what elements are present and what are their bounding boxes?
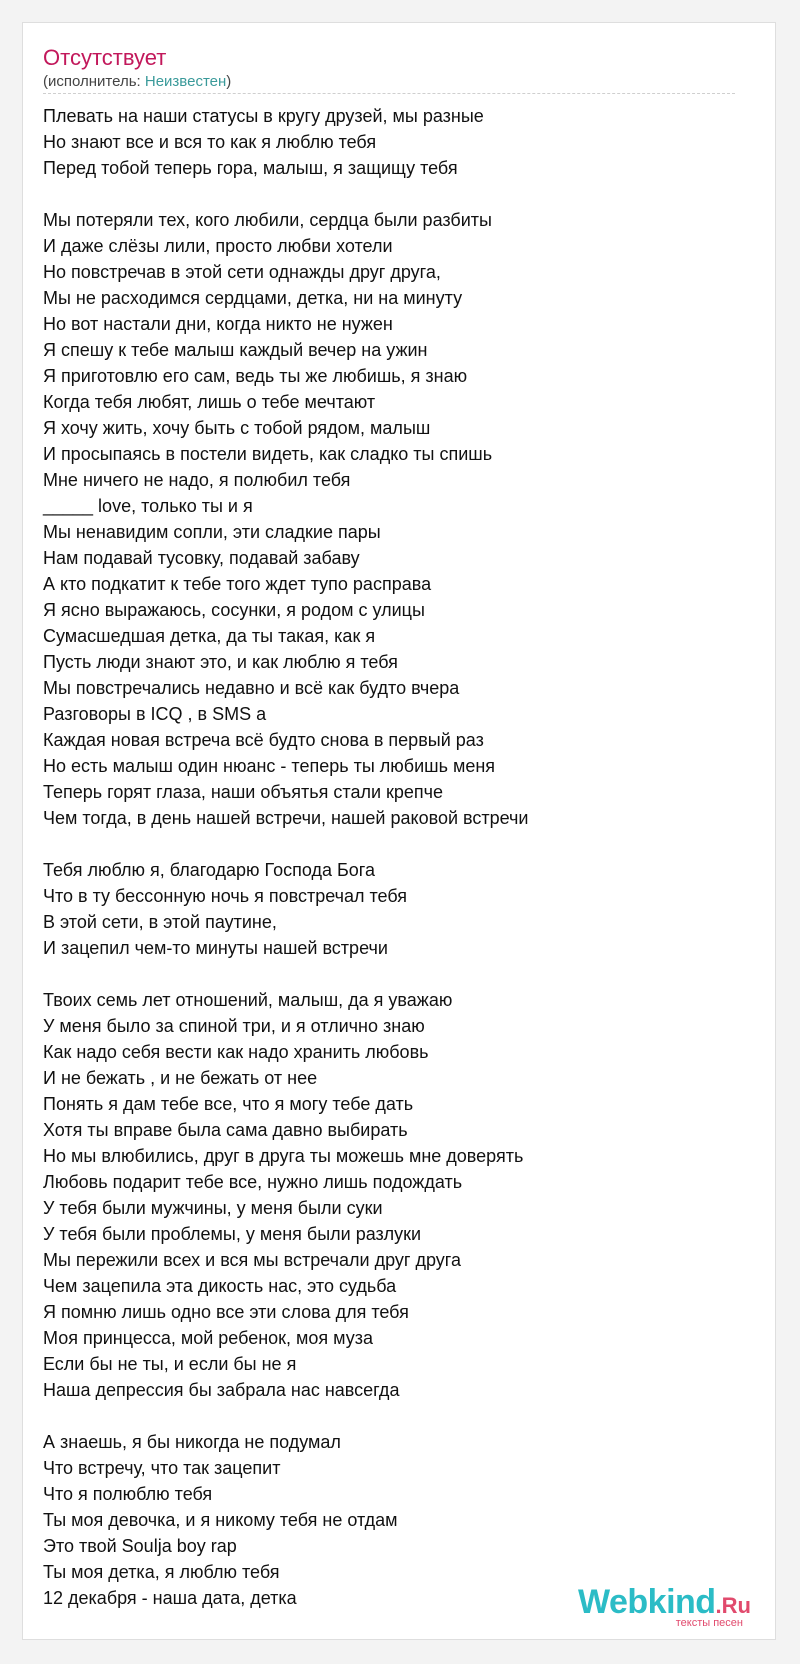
lyrics-stanza bbox=[43, 987, 743, 1403]
lyrics-line: И зацепил чем-то минуты нашей встречи bbox=[43, 938, 388, 958]
lyrics-line: Но есть малыш один нюанс - теперь ты любишь меня bbox=[43, 756, 496, 776]
lyrics-line: В этой сети, в этой паутине, bbox=[43, 912, 277, 932]
lyrics-stanza bbox=[43, 103, 743, 181]
lyrics-line: Наша депрессия бы забрала нас навсегда bbox=[43, 1380, 400, 1400]
lyrics-line: Тебя люблю я, благодарю Господа Бога bbox=[43, 860, 375, 880]
lyrics-line: Сумасшедшая детка, да ты такая, как я bbox=[43, 626, 376, 646]
lyrics-line: Я помню лишь одно все эти слова для тебя bbox=[43, 1302, 409, 1322]
lyrics-stanza bbox=[43, 207, 743, 831]
lyrics-line: Мы не расходимся сердцами, детка, ни на минуту bbox=[43, 288, 463, 308]
lyrics-line: Мы повстречались недавно и всё как будто вчера bbox=[43, 678, 460, 698]
lyrics-stanza bbox=[43, 857, 743, 961]
lyrics-line: Любовь подарит тебе все, нужно лишь подождать bbox=[43, 1172, 463, 1192]
lyrics-line: Как надо себя вести как надо хранить любовь bbox=[43, 1042, 429, 1062]
lyrics-line: 12 декабря - наша дата, детка bbox=[43, 1588, 297, 1608]
lyrics-line: У меня было за спиной три, и я отлично знаю bbox=[43, 1016, 425, 1036]
lyrics-line: Чем тогда, в день нашей встречи, нашей раковой встречи bbox=[43, 808, 529, 828]
logo-subtitle: тексты песен bbox=[675, 1617, 743, 1629]
lyrics-line: Это твой Soulja boy rap bbox=[43, 1536, 237, 1556]
lyrics-line: Плевать на наши статусы в кругу друзей, мы разные bbox=[43, 106, 484, 126]
artist-line bbox=[43, 73, 231, 90]
lyrics-line: А знаешь, я бы никогда не подумал bbox=[43, 1432, 341, 1452]
lyrics-line: Нам подавай тусовку, подавай забаву bbox=[43, 548, 360, 568]
lyrics-line: Пусть люди знают это, и как люблю я тебя bbox=[43, 652, 398, 672]
lyrics-line: Хотя ты вправе была сама давно выбирать bbox=[43, 1120, 408, 1140]
lyrics-card bbox=[22, 22, 776, 1640]
site-logo[interactable] bbox=[578, 1585, 751, 1629]
lyrics-line: Ты моя девочка, и я никому тебя не отдам bbox=[43, 1510, 398, 1530]
logo-tld-text: .Ru bbox=[715, 1593, 751, 1618]
lyrics-line: Мне ничего не надо, я полюбил тебя bbox=[43, 470, 351, 490]
lyrics-line: У тебя были проблемы, у меня были разлуки bbox=[43, 1224, 422, 1244]
lyrics-line: Ты моя детка, я люблю тебя bbox=[43, 1562, 280, 1582]
lyrics-line: Но повстречав в этой сети однажды друг друга, bbox=[43, 262, 441, 282]
lyrics-line: Я приготовлю его сам, ведь ты же любишь, я знаю bbox=[43, 366, 468, 386]
lyrics-line: Твоих семь лет отношений, малыш, да я уважаю bbox=[43, 990, 453, 1010]
lyrics-line: Но вот настали дни, когда никто не нужен bbox=[43, 314, 393, 334]
lyrics-line: Чем зацепила эта дикость нас, это судьба bbox=[43, 1276, 397, 1296]
artist-suffix: ) bbox=[226, 73, 232, 90]
lyrics-line: Но мы влюбились, друг в друга ты можешь мне доверять bbox=[43, 1146, 524, 1166]
lyrics-line: Мы пережили всех и вся мы встречали друг друга bbox=[43, 1250, 461, 1270]
lyrics-line: Понять я дам тебе все, что я могу тебе дать bbox=[43, 1094, 414, 1114]
lyrics-line: И даже слёзы лили, просто любви хотели bbox=[43, 236, 393, 256]
lyrics-line: Каждая новая встреча всё будто снова в первый раз bbox=[43, 730, 484, 750]
lyrics-line: Что я полюблю тебя bbox=[43, 1484, 213, 1504]
logo-wordmark bbox=[578, 1585, 751, 1619]
lyrics-line: Что в ту бессонную ночь я повстречал тебя bbox=[43, 886, 408, 906]
lyrics-line: Я ясно выражаюсь, сосунки, я родом с улицы bbox=[43, 600, 425, 620]
lyrics-line: Моя принцесса, мой ребенок, моя муза bbox=[43, 1328, 374, 1348]
lyrics-line: Мы ненавидим сопли, эти сладкие пары bbox=[43, 522, 381, 542]
artist-prefix: (исполнитель: bbox=[43, 73, 145, 90]
lyrics-line: Я хочу жить, хочу быть с тобой рядом, малыш bbox=[43, 418, 431, 438]
lyrics-line: _____ love, только ты и я bbox=[43, 496, 253, 516]
lyrics-line: А кто подкатит к тебе того ждет тупо расправа bbox=[43, 574, 432, 594]
lyrics-line: Я спешу к тебе малыш каждый вечер на ужин bbox=[43, 340, 428, 360]
lyrics-line: Но знают все и вся то как я люблю тебя bbox=[43, 132, 377, 152]
lyrics-text bbox=[43, 103, 743, 1637]
title-divider bbox=[43, 93, 735, 94]
lyrics-line: Разговоры в ICQ , в SMS а bbox=[43, 704, 267, 724]
lyrics-line: Если бы не ты, и если бы не я bbox=[43, 1354, 297, 1374]
lyrics-line: Перед тобой теперь гора, малыш, я защищу тебя bbox=[43, 158, 458, 178]
lyrics-line: Что встречу, что так зацепит bbox=[43, 1458, 281, 1478]
artist-link[interactable]: Неизвестен bbox=[144, 73, 227, 90]
lyrics-line: Теперь горят глаза, наши объятья стали крепче bbox=[43, 782, 444, 802]
lyrics-line: И не бежать , и не бежать от нее bbox=[43, 1068, 318, 1088]
lyrics-line: Мы потеряли тех, кого любили, сердца были разбиты bbox=[43, 210, 492, 230]
song-title: Отсутствует bbox=[43, 45, 167, 70]
lyrics-line: И просыпаясь в постели видеть, как сладко ты спишь bbox=[43, 444, 493, 464]
lyrics-line: У тебя были мужчины, у меня были суки bbox=[43, 1198, 383, 1218]
lyrics-line: Когда тебя любят, лишь о тебе мечтают bbox=[43, 392, 376, 412]
logo-main-text: Webkind bbox=[578, 1583, 716, 1621]
